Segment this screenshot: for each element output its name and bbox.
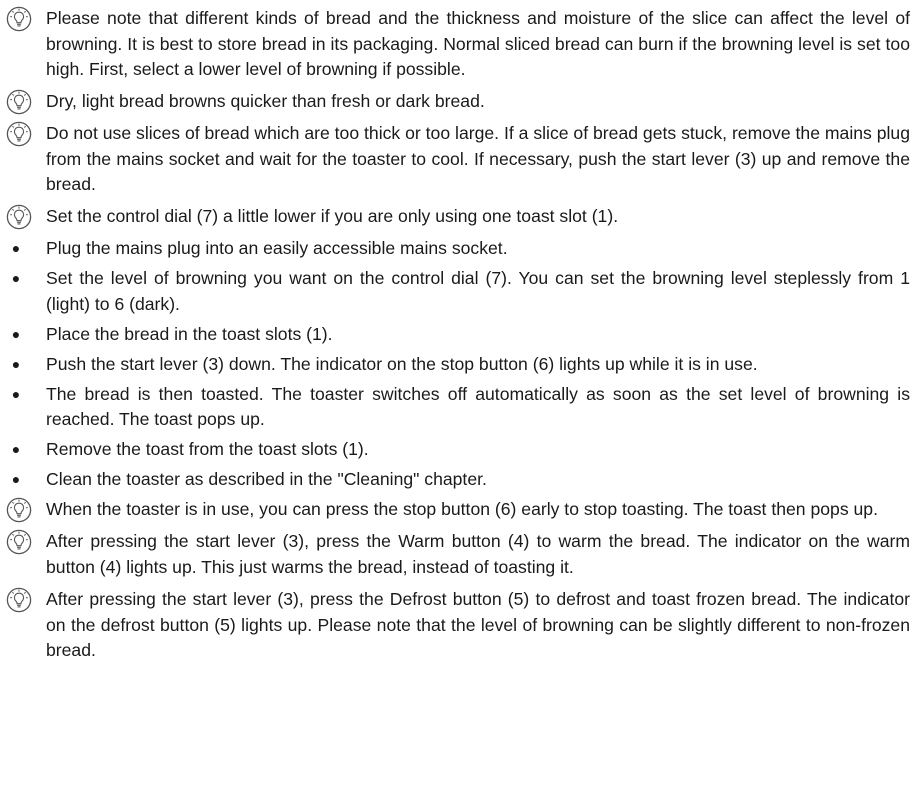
lightbulb-tip-icon	[4, 497, 34, 523]
bullet-dot-icon: ●	[11, 240, 21, 257]
list-item	[4, 266, 910, 317]
tip-item	[4, 204, 910, 230]
list-item	[4, 352, 910, 378]
item-text: Set the level of browning you want on the control dial (7). You can set the browning level steplessly from 1 (light) to 6 (dark).	[46, 268, 910, 314]
item-text: After pressing the start lever (3), press the Defrost button (5) to defrost and toast frozen bread. The indicator on the defrost button (5) lights up. Please note that the level of browning can be slightly different to non-frozen bread.	[46, 588, 910, 661]
lightbulb-tip-icon	[4, 529, 34, 555]
lightbulb-tip-icon	[4, 121, 34, 147]
item-text: Place the bread in the toast slots (1).	[46, 323, 333, 344]
item-text: Please note that different kinds of bread and the thickness and moisture of the slice can affect the level of browning. It is best to store bread in its packaging. Normal sliced bread can burn if the browning level is set too high. First, select a lower level of browning if possible.	[46, 8, 910, 80]
tip-item	[4, 89, 910, 115]
bullet-dot-icon: ●	[11, 325, 21, 342]
lightbulb-tip-icon	[4, 204, 34, 230]
bullet-dot-icon: ●	[11, 385, 21, 402]
bullet-dot-icon: ●	[11, 441, 21, 458]
lightbulb-tip-icon	[4, 89, 34, 115]
tip-item	[4, 497, 910, 523]
item-text: Dry, light bread browns quicker than fresh or dark bread.	[46, 91, 485, 112]
item-text: After pressing the start lever (3), press the Warm button (4) to warm the bread. The indicator on the warm button (4) lights up. This just warms the bread, instead of toasting it.	[46, 531, 910, 577]
item-text: When the toaster is in use, you can press the stop button (6) early to stop toasting. The toast then pops up.	[46, 499, 878, 520]
item-text: The bread is then toasted. The toaster switches off automatically as soon as the set level of browning is reached. The toast pops up.	[46, 383, 910, 430]
item-text: Do not use slices of bread which are too thick or too large. If a slice of bread gets stuck, remove the mains plug from the mains socket and wait for the toaster to cool. If necessary, push the start lever (3) up and remove the bread.	[46, 123, 910, 195]
item-text: Remove the toast from the toast slots (1).	[46, 439, 369, 460]
list-item	[4, 467, 910, 493]
item-text: Plug the mains plug into an easily accessible mains socket.	[46, 238, 508, 259]
list-item	[4, 437, 910, 463]
list-item	[4, 322, 910, 348]
tip-item	[4, 587, 910, 664]
tip-item	[4, 121, 910, 198]
bullet-dot-icon: ●	[11, 471, 21, 488]
tip-item	[4, 529, 910, 580]
item-text: Push the start lever (3) down. The indicator on the stop button (6) lights up while it is in use.	[46, 353, 758, 374]
list-item	[4, 382, 910, 433]
lightbulb-tip-icon	[4, 6, 34, 32]
item-text: Set the control dial (7) a little lower if you are only using one toast slot (1).	[46, 206, 619, 227]
instruction-list	[4, 6, 910, 664]
list-item	[4, 236, 910, 262]
lightbulb-tip-icon	[4, 587, 34, 613]
bullet-dot-icon: ●	[11, 355, 21, 372]
tip-item	[4, 6, 910, 83]
bullet-dot-icon: ●	[11, 270, 21, 287]
item-text: Clean the toaster as described in the "Cleaning" chapter.	[46, 469, 487, 490]
